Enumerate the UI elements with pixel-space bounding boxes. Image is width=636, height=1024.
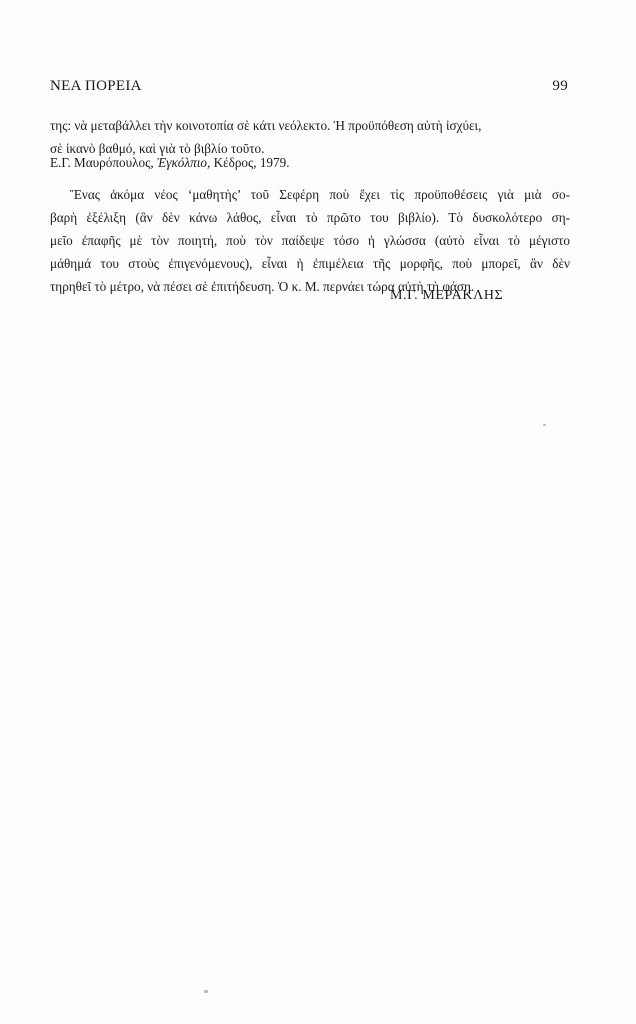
citation-author: Ε.Γ. Μαυρόπουλος,	[50, 155, 157, 170]
paragraph-line: Ἕνας ἀκόμα νέος ‘μαθητὴς’ τοῦ Σεφέρη ποὺ ἔχει τὶς προϋποθέσεις γιὰ μιὰ σο-	[70, 187, 570, 202]
journal-title: ΝΕΑ ΠΟΡΕΙΑ	[50, 78, 142, 94]
page-number: 99	[552, 78, 568, 94]
paragraph-line: σὲ ἱκανὸ βαθμό, καὶ γιὰ τὸ βιβλίο τοῦτο.	[50, 141, 265, 156]
reviewer-signature: Μ.Γ. ΜΕΡΑΚΛΗΣ	[390, 288, 504, 303]
citation-book-title: Ἐγκόλπιο,	[156, 155, 211, 170]
paragraph-line: μάθημά του στοὺς ἐπιγενόμενους), εἶναι ἡ ἐπιμέλεια τῆς μορφῆς, ποὺ μπορεῖ, ἂν δὲν	[50, 256, 570, 271]
review-paragraph	[50, 183, 570, 298]
paragraph-line: μεῖο ἐπαφῆς μὲ τὸν ποιητή, ποὺ τὸν παίδεψε τόσο ἡ γλώσσα (αὐτὸ εἶναι τὸ μέγιστο	[50, 233, 570, 248]
paragraph-line: της: νὰ μεταβάλλει τὴν κοινοτοπία σὲ κάτι νεόλεκτο. Ἡ προϋπόθεση αὐτὴ ἰσχύει,	[50, 118, 482, 133]
paper-speck	[204, 990, 208, 993]
paragraph-line: τηρηθεῖ τὸ μέτρο, νὰ πέσει σὲ ἐπιτήδευση. Ὁ κ. Μ. περνάει τώρα αὐτὴ τὴ φάση.	[50, 279, 475, 294]
book-citation	[50, 151, 570, 174]
paragraph-line: βαρὴ ἐξέλιξη (ἂν δὲν κάνω λάθος, εἶναι τὸ πρῶτο του βιβλίο). Τὸ δυσκολότερο ση-	[50, 210, 570, 225]
running-header	[50, 78, 568, 95]
paper-speck	[543, 424, 546, 426]
citation-publisher-year: Κέδρος, 1979.	[210, 155, 290, 170]
